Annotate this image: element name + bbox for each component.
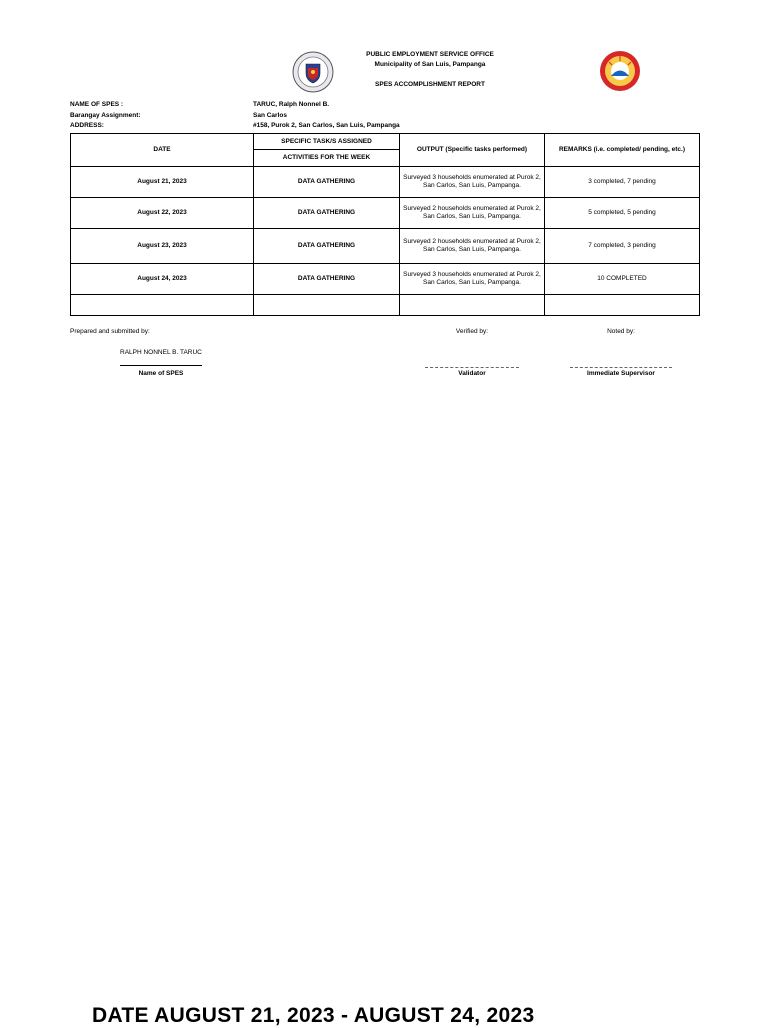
table-row bbox=[71, 198, 700, 229]
row-output: Surveyed 3 households enumerated at Purok 2, San Carlos, San Luis, Pampanga. bbox=[400, 167, 545, 198]
preparer-role: Name of SPES bbox=[138, 370, 184, 377]
table-row bbox=[71, 167, 700, 198]
row-date: August 23, 2023 bbox=[71, 229, 254, 264]
address-label: ADDRESS: bbox=[70, 122, 104, 129]
header-date: DATE bbox=[71, 134, 254, 167]
header-task: SPECIFIC TASK/S ASSIGNED bbox=[254, 134, 400, 150]
preparer-name: RALPH NONNEL B. TARUC bbox=[120, 349, 202, 356]
row-date: August 21, 2023 bbox=[71, 167, 254, 198]
office-name: PUBLIC EMPLOYMENT SERVICE OFFICE bbox=[366, 51, 494, 58]
noted-label: Noted by: bbox=[607, 328, 635, 335]
preparer-signature-line bbox=[120, 365, 202, 366]
report-title: SPES ACCOMPLISHMENT REPORT bbox=[375, 81, 485, 88]
row-output: Surveyed 3 households enumerated at Purok 2, San Carlos, San Luis, Pampanga. bbox=[400, 264, 545, 295]
row-task: DATA GATHERING bbox=[254, 229, 400, 264]
empty-row bbox=[71, 295, 700, 316]
row-date: August 24, 2023 bbox=[71, 264, 254, 295]
barangay-value: San Carlos bbox=[253, 112, 287, 119]
table-row bbox=[71, 229, 700, 264]
table-row bbox=[71, 264, 700, 295]
date-range-footer: DATE AUGUST 21, 2023 - AUGUST 24, 2023 bbox=[92, 1004, 535, 1027]
row-remarks: 7 completed, 3 pending bbox=[545, 229, 700, 264]
header-remarks: REMARKS (i.e. completed/ pending, etc.) bbox=[545, 134, 700, 167]
address-value: #158, Purok 2, San Carlos, San Luis, Pampanga bbox=[253, 122, 400, 129]
name-label: NAME OF SPES : bbox=[70, 101, 124, 108]
row-remarks: 3 completed, 7 pending bbox=[545, 167, 700, 198]
row-task: DATA GATHERING bbox=[254, 167, 400, 198]
validator-signature-line bbox=[425, 367, 519, 368]
barangay-label: Barangay Assignment: bbox=[70, 112, 141, 119]
prepared-label: Prepared and submitted by: bbox=[70, 328, 150, 335]
row-remarks: 10 COMPLETED bbox=[545, 264, 700, 295]
row-output: Surveyed 2 households enumerated at Purok 2, San Carlos, San Luis, Pampanga. bbox=[400, 229, 545, 264]
row-output: Surveyed 2 households enumerated at Purok 2, San Carlos, San Luis, Pampanga. bbox=[400, 198, 545, 229]
row-remarks: 5 completed, 5 pending bbox=[545, 198, 700, 229]
header-activities: ACTIVITIES FOR THE WEEK bbox=[254, 150, 400, 167]
supervisor-signature-line bbox=[570, 367, 672, 368]
name-value: TARUC, Ralph Nonnel B. bbox=[253, 101, 330, 108]
verified-label: Verified by: bbox=[455, 328, 489, 335]
peso-logo bbox=[597, 50, 643, 92]
accomplishment-table bbox=[70, 133, 700, 316]
municipality-name: Municipality of San Luis, Pampanga bbox=[374, 61, 486, 68]
validator-role: Validator bbox=[458, 370, 486, 377]
supervisor-role: Immediate Supervisor bbox=[587, 370, 655, 377]
row-task: DATA GATHERING bbox=[254, 198, 400, 229]
header-output: OUTPUT (Specific tasks performed) bbox=[400, 134, 545, 167]
row-task: DATA GATHERING bbox=[254, 264, 400, 295]
row-date: August 22, 2023 bbox=[71, 198, 254, 229]
